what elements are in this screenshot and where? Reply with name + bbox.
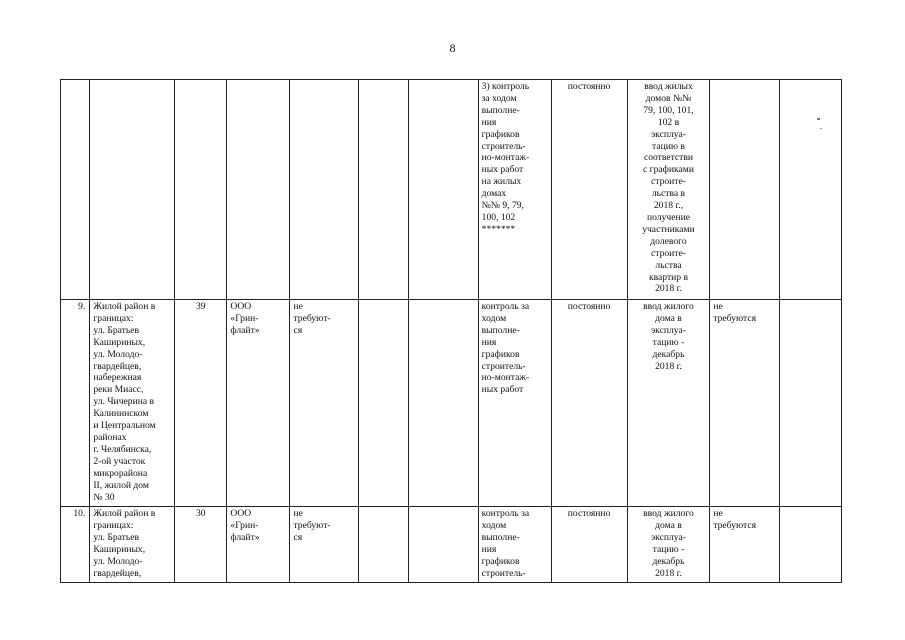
object-name-cell: Жилой район в границах: ул. Братьев Кашириных, ул. Молодо- гвардейцев, набережная реки Миасс, ул. Чичерина в Калининском и Центральном районах г. Челябинска, 2-ой участок микрорайона II, жилой дом № 30: [90, 300, 175, 507]
requirement-cell: [290, 80, 359, 300]
action-cell: контроль за ходом выполне- ния графиков строитель-: [478, 507, 551, 583]
row-number-cell: 9.: [61, 300, 90, 507]
period-cell: постоянно: [551, 300, 627, 507]
note-cell: не требуются: [710, 300, 780, 507]
scan-speck: [817, 118, 820, 120]
empty-cell: [409, 300, 479, 507]
empty-cell: [409, 80, 479, 300]
period-cell: постоянно: [551, 80, 627, 300]
extra-cell: [779, 80, 841, 300]
action-cell: контроль за ходом выполне- ния графиков строитель- но-монтаж- ных работ: [478, 300, 551, 507]
empty-cell: [359, 80, 409, 300]
result-cell: ввод жилых домов №№ 79, 100, 101, 102 в эксплуа- тацию в соответстви с графиками строите- льства в 2018 г., получение участниками долевого строите- льства квартир в 2018 г.: [627, 80, 710, 300]
document-table: [60, 79, 842, 583]
count-cell: [175, 80, 227, 300]
extra-cell: [779, 507, 841, 583]
requirement-cell: не требуют- ся: [290, 507, 359, 583]
row-number-cell: 10.: [61, 507, 90, 583]
developer-cell: [227, 80, 290, 300]
row-number-cell: [61, 80, 90, 300]
extra-cell: [779, 300, 841, 507]
note-cell: не требуются: [710, 507, 780, 583]
requirement-cell: не требуют- ся: [290, 300, 359, 507]
developer-cell: ООО «Грин- флайт»: [227, 300, 290, 507]
developer-cell: ООО «Грин- флайт»: [227, 507, 290, 583]
empty-cell: [359, 507, 409, 583]
object-name-cell: [90, 80, 175, 300]
result-cell: ввод жилого дома в эксплуа- тацию - декабрь 2018 г.: [627, 300, 710, 507]
table-row: [61, 300, 842, 507]
table-row: [61, 507, 842, 583]
table-row: [61, 80, 842, 300]
empty-cell: [409, 507, 479, 583]
count-cell: 39: [175, 300, 227, 507]
object-name-cell: Жилой район в границах: ул. Братьев Кашириных, ул. Молодо- гвардейцев,: [90, 507, 175, 583]
empty-cell: [359, 300, 409, 507]
note-cell: [710, 80, 780, 300]
scan-speck: [820, 128, 822, 129]
action-cell: 3) контроль за ходом выполне- ния графиков строитель- но-монтаж- ных работ на жилых домах №№ 9, 79, 100, 102 *******: [478, 80, 551, 300]
page-number: 8: [449, 41, 456, 55]
period-cell: постоянно: [551, 507, 627, 583]
result-cell: ввод жилого дома в эксплуа- тацию - декабрь 2018 г.: [627, 507, 710, 583]
count-cell: 30: [175, 507, 227, 583]
